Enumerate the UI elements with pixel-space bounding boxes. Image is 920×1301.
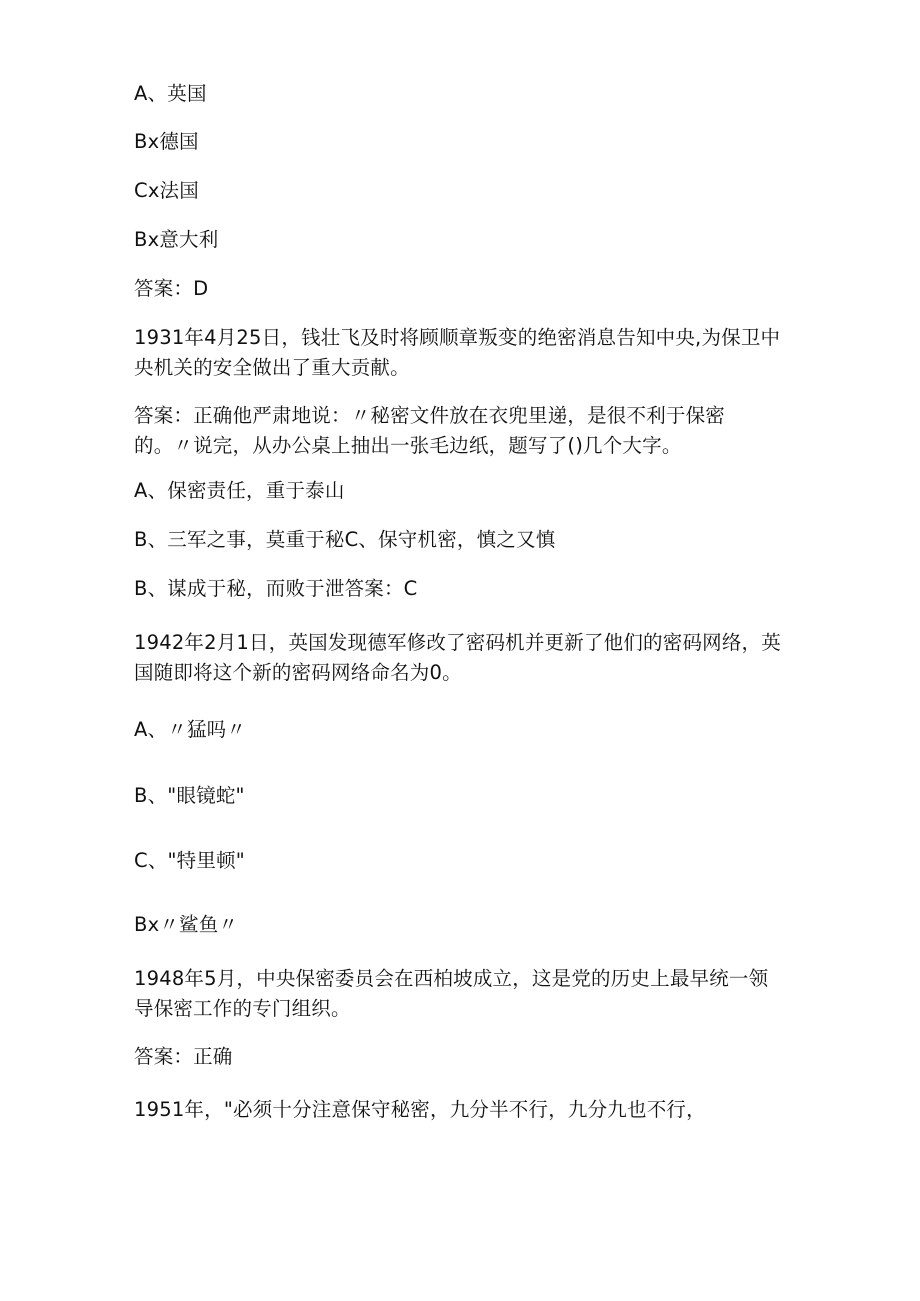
answer-question-line-continued: 的。〃说完，从办公桌上抽出一张毛边纸，题写了()几个大字。 — [134, 434, 682, 457]
question-line: 1951年，"必须十分注意保守秘密，九分半不行，九分九也不行， — [134, 1098, 706, 1121]
option-b-line: B、"眼镜蛇" — [134, 784, 245, 807]
option-c-line: Cx法国 — [134, 179, 199, 202]
option-d-line: Bx〃鲨鱼〃 — [134, 913, 239, 936]
option-a-line: A、保密责任，重于泰山 — [134, 479, 345, 502]
option-a-line: A、〃猛吗〃 — [134, 718, 247, 741]
option-d-line: Bx意大利 — [134, 228, 219, 251]
question-line-continued: 国随即将这个新的密码网络命名为0。 — [134, 661, 462, 684]
option-a-line: A、英国 — [134, 82, 207, 105]
question-line-continued: 央机关的安全做出了重大贡献。 — [134, 356, 410, 379]
answer-line: 答案：D — [134, 277, 209, 300]
option-bc-line: B、三军之事，莫重于秘C、保守机密，慎之又慎 — [134, 528, 556, 551]
option-answer-line: B、谋成于秘，而败于泄答案：C — [134, 577, 418, 600]
answer-line: 答案：正确 — [134, 1045, 233, 1068]
question-line: 1948年5月，中央保密委员会在西柏坡成立，这是党的历史上最早统一领 — [134, 967, 769, 990]
answer-question-line: 答案：正确他严肃地说：〃秘密文件放在衣兜里递，是很不利于保密 — [134, 404, 726, 427]
question-line: 1931年4月25日，钱壮飞及时将顾顺章叛变的绝密消息告知中央,为保卫中 — [134, 326, 781, 349]
question-line-continued: 导保密工作的专门组织。 — [134, 997, 351, 1020]
question-line: 1942年2月1日，英国发现德军修改了密码机并更新了他们的密码网络，英 — [134, 631, 781, 654]
option-c-line: C、"特里顿" — [134, 849, 245, 872]
option-b-line: Bx德国 — [134, 130, 199, 153]
